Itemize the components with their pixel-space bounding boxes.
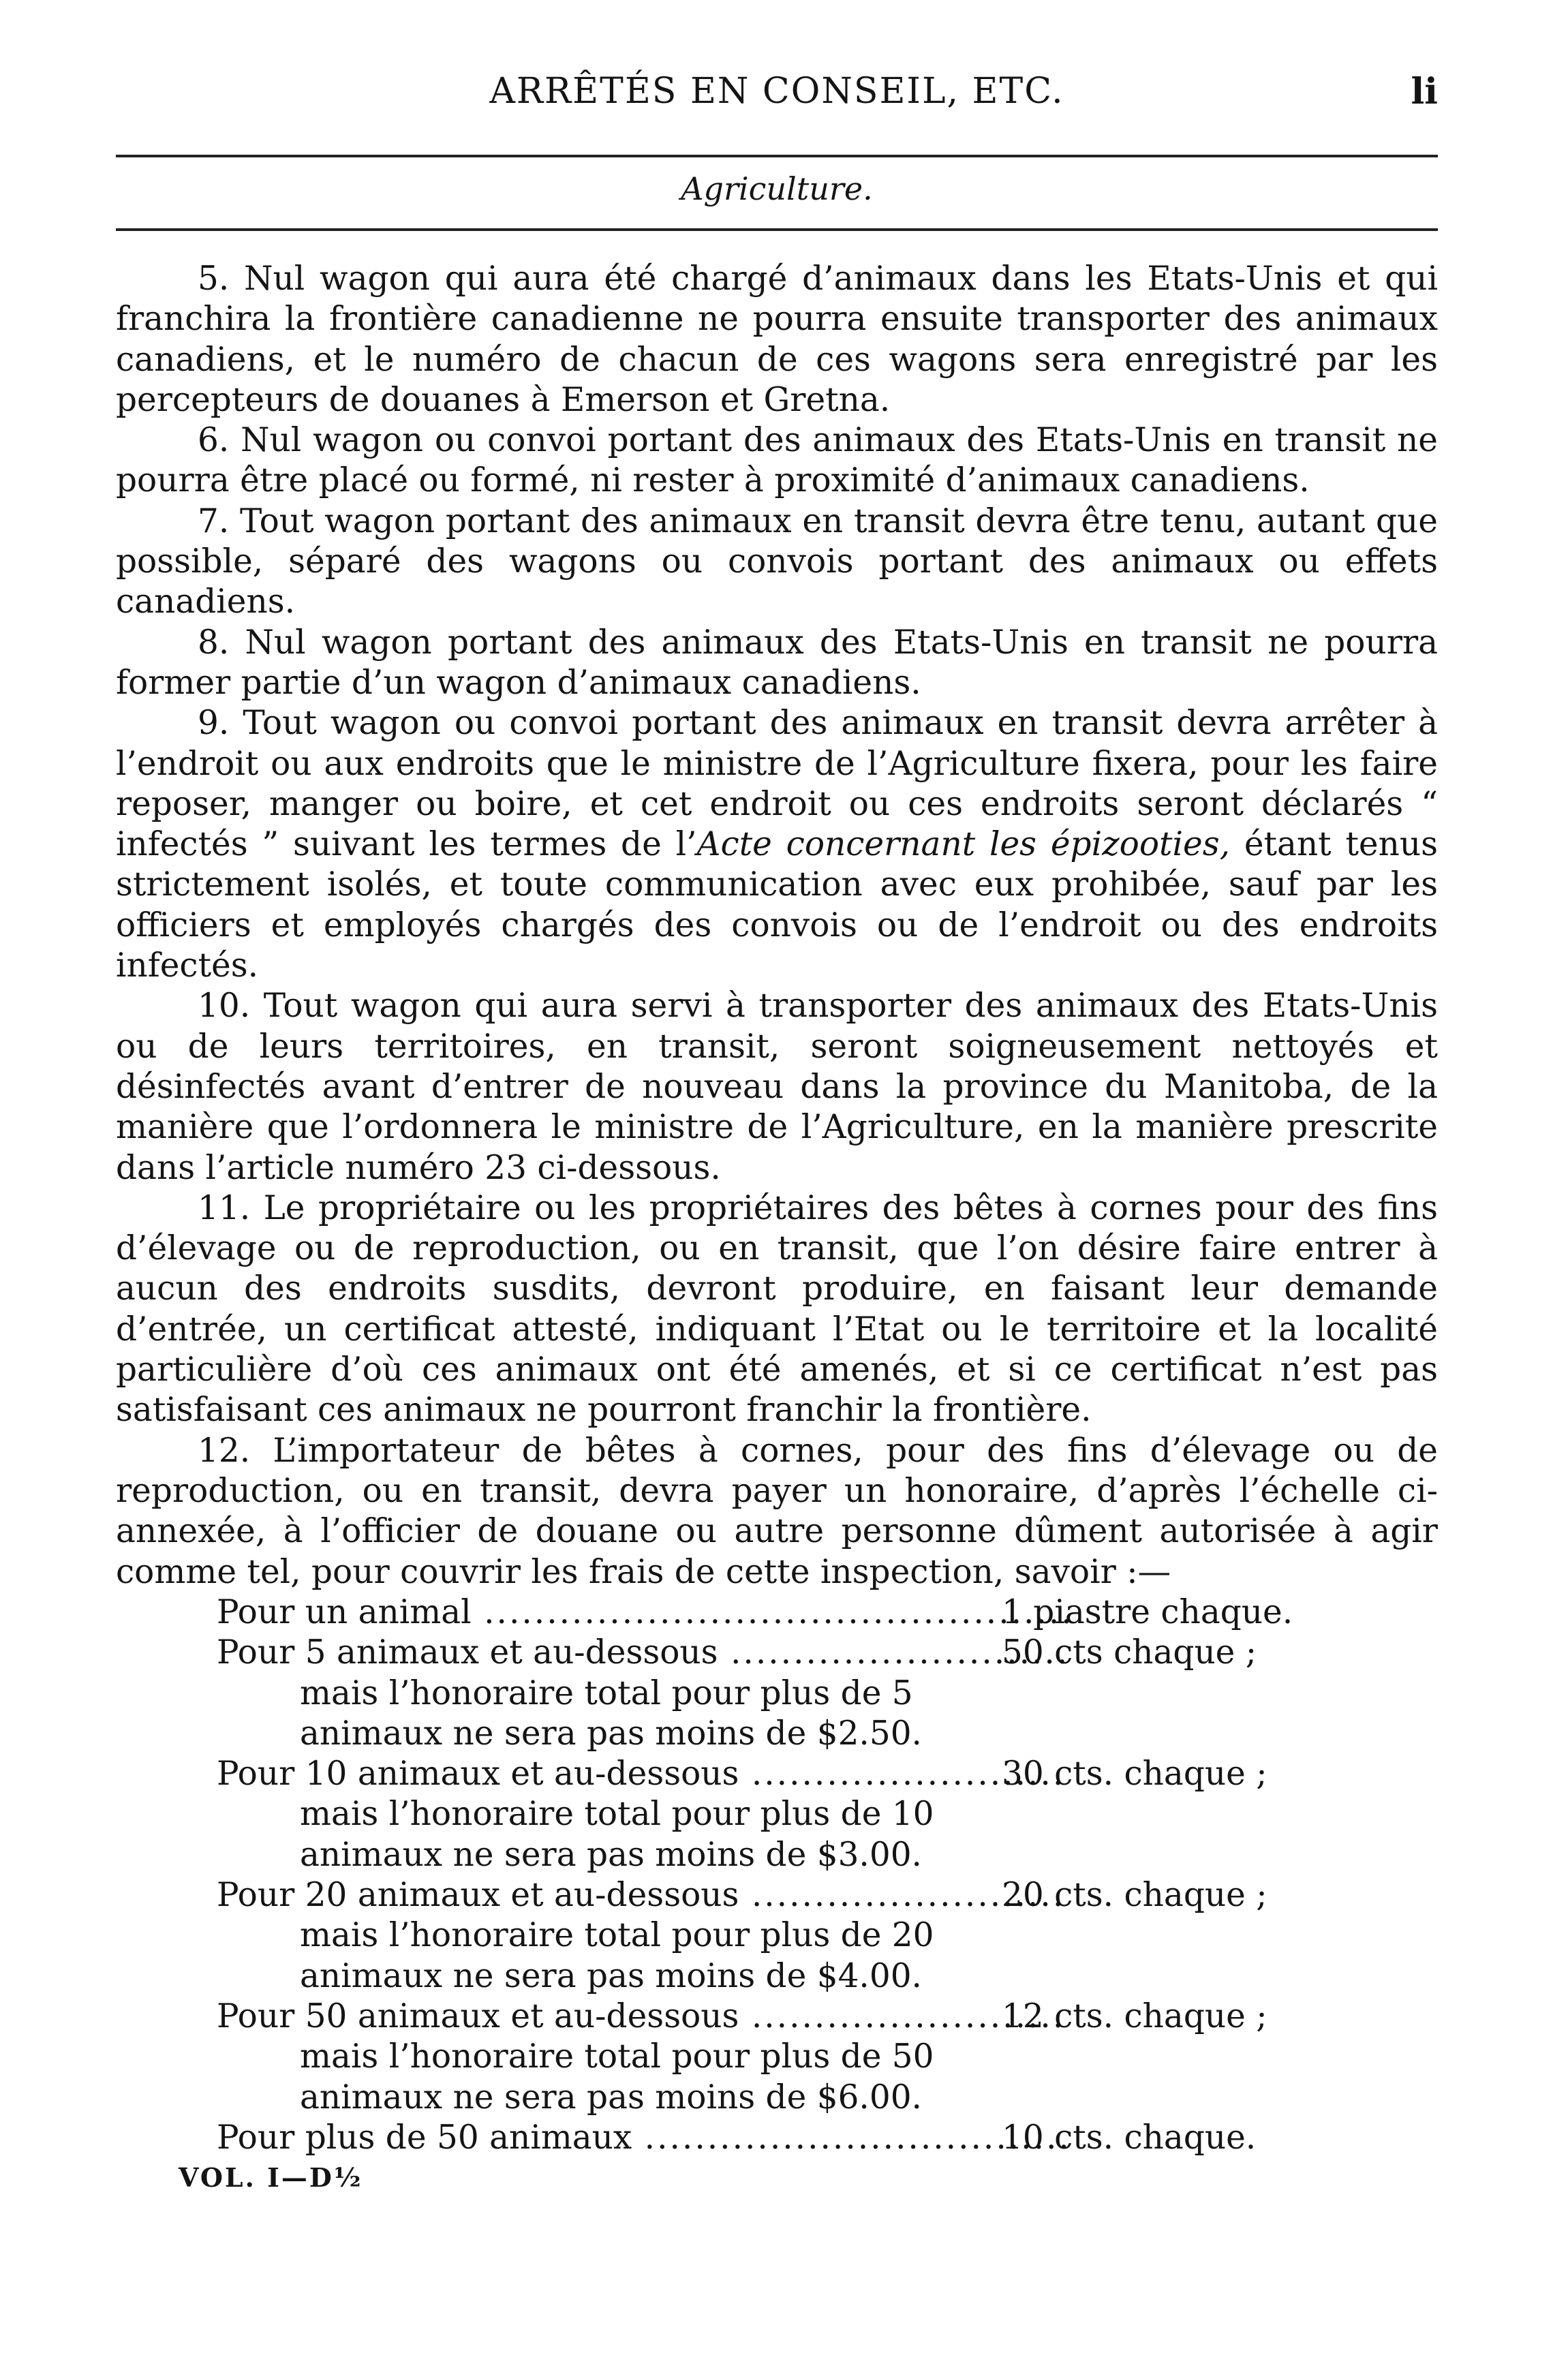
fee-label-text: Pour 5 animaux et au-dessous: [217, 1633, 718, 1672]
fee-label: [217, 2118, 1075, 2158]
paragraph-12: [116, 1431, 1438, 1592]
fee-rate: 1 piastre chaque.: [1002, 1593, 1293, 1631]
paragraph-text: 6. Nul wagon ou convoi portant des animaux des Etats-Unis en transit ne pourra être placé ou formé, ni rester à proximité d’animaux canadiens.: [116, 421, 1438, 500]
fee-rate: 30 cts. chaque ;: [1002, 1755, 1267, 1794]
act-title: Acte concernant les épizooties,: [696, 825, 1231, 864]
fee-row: [116, 1633, 1438, 1673]
running-head: [116, 71, 1438, 132]
paragraph-text: 7. Tout wagon portant des animaux en transit devra être tenu, autant que possible, séparé des wagons ou convois portant des animaux ou effets canadiens.: [116, 502, 1438, 621]
fee-label-text: Pour 20 animaux et au-dessous: [217, 1876, 739, 1915]
paragraph-text: 9. Tout wagon ou convoi portant des animaux en transit devra arrêter à l’endroit ou aux endroits que le ministre de l’Agriculture fixera, pour les faire reposer, manger ou boire, et cet endroit ou ces endroits seront déclarés “ infectés ” suivant les termes de l’: [116, 704, 1438, 864]
article-body: [116, 259, 1438, 1592]
fee-note: animaux ne sera pas moins de $2.50.: [300, 1714, 922, 1753]
fee-schedule: [116, 1592, 1438, 2158]
fee-rate: 12 cts. chaque ;: [1002, 1997, 1267, 2035]
paragraph-7: [116, 502, 1438, 623]
paragraph-10: [116, 986, 1438, 1188]
fee-note: mais l’honoraire total pour plus de 20: [300, 1916, 934, 1955]
fee-rate: 10 cts. chaque.: [1002, 2118, 1257, 2157]
fee-note: animaux ne sera pas moins de $4.00.: [300, 1956, 922, 1995]
header-rule-bottom: [116, 228, 1438, 231]
fee-label: [217, 1633, 1075, 1673]
fee-label-text: Pour 10 animaux et au-dessous: [217, 1755, 739, 1794]
paragraph-text: 12. L’importateur de bêtes à cornes, pour des fins d’élevage ou de reproduction, ou en transit, devra payer un honoraire, d’après l’échelle ci-annexée, à l’officier de douane ou autre personne dûment autorisée à agir comme tel, pour couvrir les frais de cette inspection, savoir :—: [116, 1431, 1438, 1591]
fee-rate: 50 cts chaque ;: [1002, 1633, 1257, 1672]
paragraph-11: [116, 1188, 1438, 1431]
paragraph-9: [116, 703, 1438, 986]
fee-rate: 20 cts. chaque ;: [1002, 1876, 1267, 1915]
paragraph-6: [116, 420, 1438, 502]
paragraph-text: étant tenus strictement isolés, et toute communication avec eux prohibée, sauf par les officiers et employés chargés des convois ou de l’endroit ou des endroits infectés.: [116, 825, 1438, 985]
paragraph-text: 8. Nul wagon portant des animaux des Etats-Unis en transit ne pourra former partie d’un wagon d’animaux canadiens.: [116, 623, 1438, 702]
fee-note: mais l’honoraire total pour plus de 5: [300, 1674, 913, 1712]
fee-row: [116, 2118, 1438, 2158]
leader-dots: .........................: [739, 1755, 1066, 1794]
fee-row: [116, 1754, 1438, 1794]
fee-note: mais l’honoraire total pour plus de 10: [300, 1795, 934, 1834]
paragraph-5: [116, 259, 1438, 420]
section-title: Agriculture.: [681, 170, 873, 207]
header-rule-top: [116, 155, 1438, 157]
fee-label: [217, 1592, 1075, 1633]
fee-label-text: Pour 50 animaux et au-dessous: [217, 1997, 739, 2035]
paragraph-8: [116, 623, 1438, 704]
fee-label-text: Pour un animal: [217, 1593, 472, 1631]
fee-note: animaux ne sera pas moins de $6.00.: [300, 2078, 922, 2117]
signature-mark: VOL. I—D½: [179, 2162, 363, 2193]
fee-label: [217, 1754, 1075, 1794]
fee-row: [116, 1875, 1438, 1915]
leader-dots: ...........................: [718, 1633, 1070, 1672]
paragraph-text: 11. Le propriétaire ou les propriétaires des bêtes à cornes pour des fins d’élevage ou de reproduction, ou en transit, que l’on désire faire entrer à aucun des endroits susdits, devront produire, en faisant leur demande d’entrée, un certificat attesté, indiquant l’Etat ou le territoire et la localité particulière d’où ces animaux ont été amenés, et si ce certificat n’est pas satisfaisant ces animaux ne pourront franchir la frontière.: [116, 1188, 1438, 1430]
leader-dots: ..................................: [632, 2118, 1071, 2157]
leader-dots: .........................: [739, 1876, 1066, 1915]
page-number: li: [1411, 71, 1438, 112]
fee-label: [217, 1875, 1075, 1915]
paragraph-text: 5. Nul wagon qui aura été chargé d’animaux dans les Etats-Unis et qui franchira la frontière canadienne ne pourra ensuite transporter des animaux canadiens, et le numéro de chacun de ces wagons sera enregistré par les percepteurs de douanes à Emerson et Gretna.: [116, 260, 1438, 419]
fee-row: [116, 1592, 1438, 1633]
fee-label: [217, 1997, 1075, 2037]
fee-row: [116, 1997, 1438, 2037]
fee-note: animaux ne sera pas moins de $3.00.: [300, 1835, 922, 1874]
fee-note: mais l’honoraire total pour plus de 50: [300, 2037, 934, 2076]
running-title: ARRÊTÉS EN CONSEIL, ETC.: [489, 71, 1064, 112]
leader-dots: ...............................................: [471, 1593, 1074, 1631]
fee-label-text: Pour plus de 50 animaux: [217, 2118, 632, 2157]
leader-dots: .........................: [739, 1997, 1066, 2035]
paragraph-text: 10. Tout wagon qui aura servi à transporter des animaux des Etats-Unis ou de leurs territoires, en transit, seront soigneusement nettoyés et désinfectés avant d’entrer de nouveau dans la province du Manitoba, de la manière que l’ordonnera le ministre de l’Agriculture, en la manière prescrite dans l’article numéro 23 ci-dessous.: [116, 987, 1438, 1187]
